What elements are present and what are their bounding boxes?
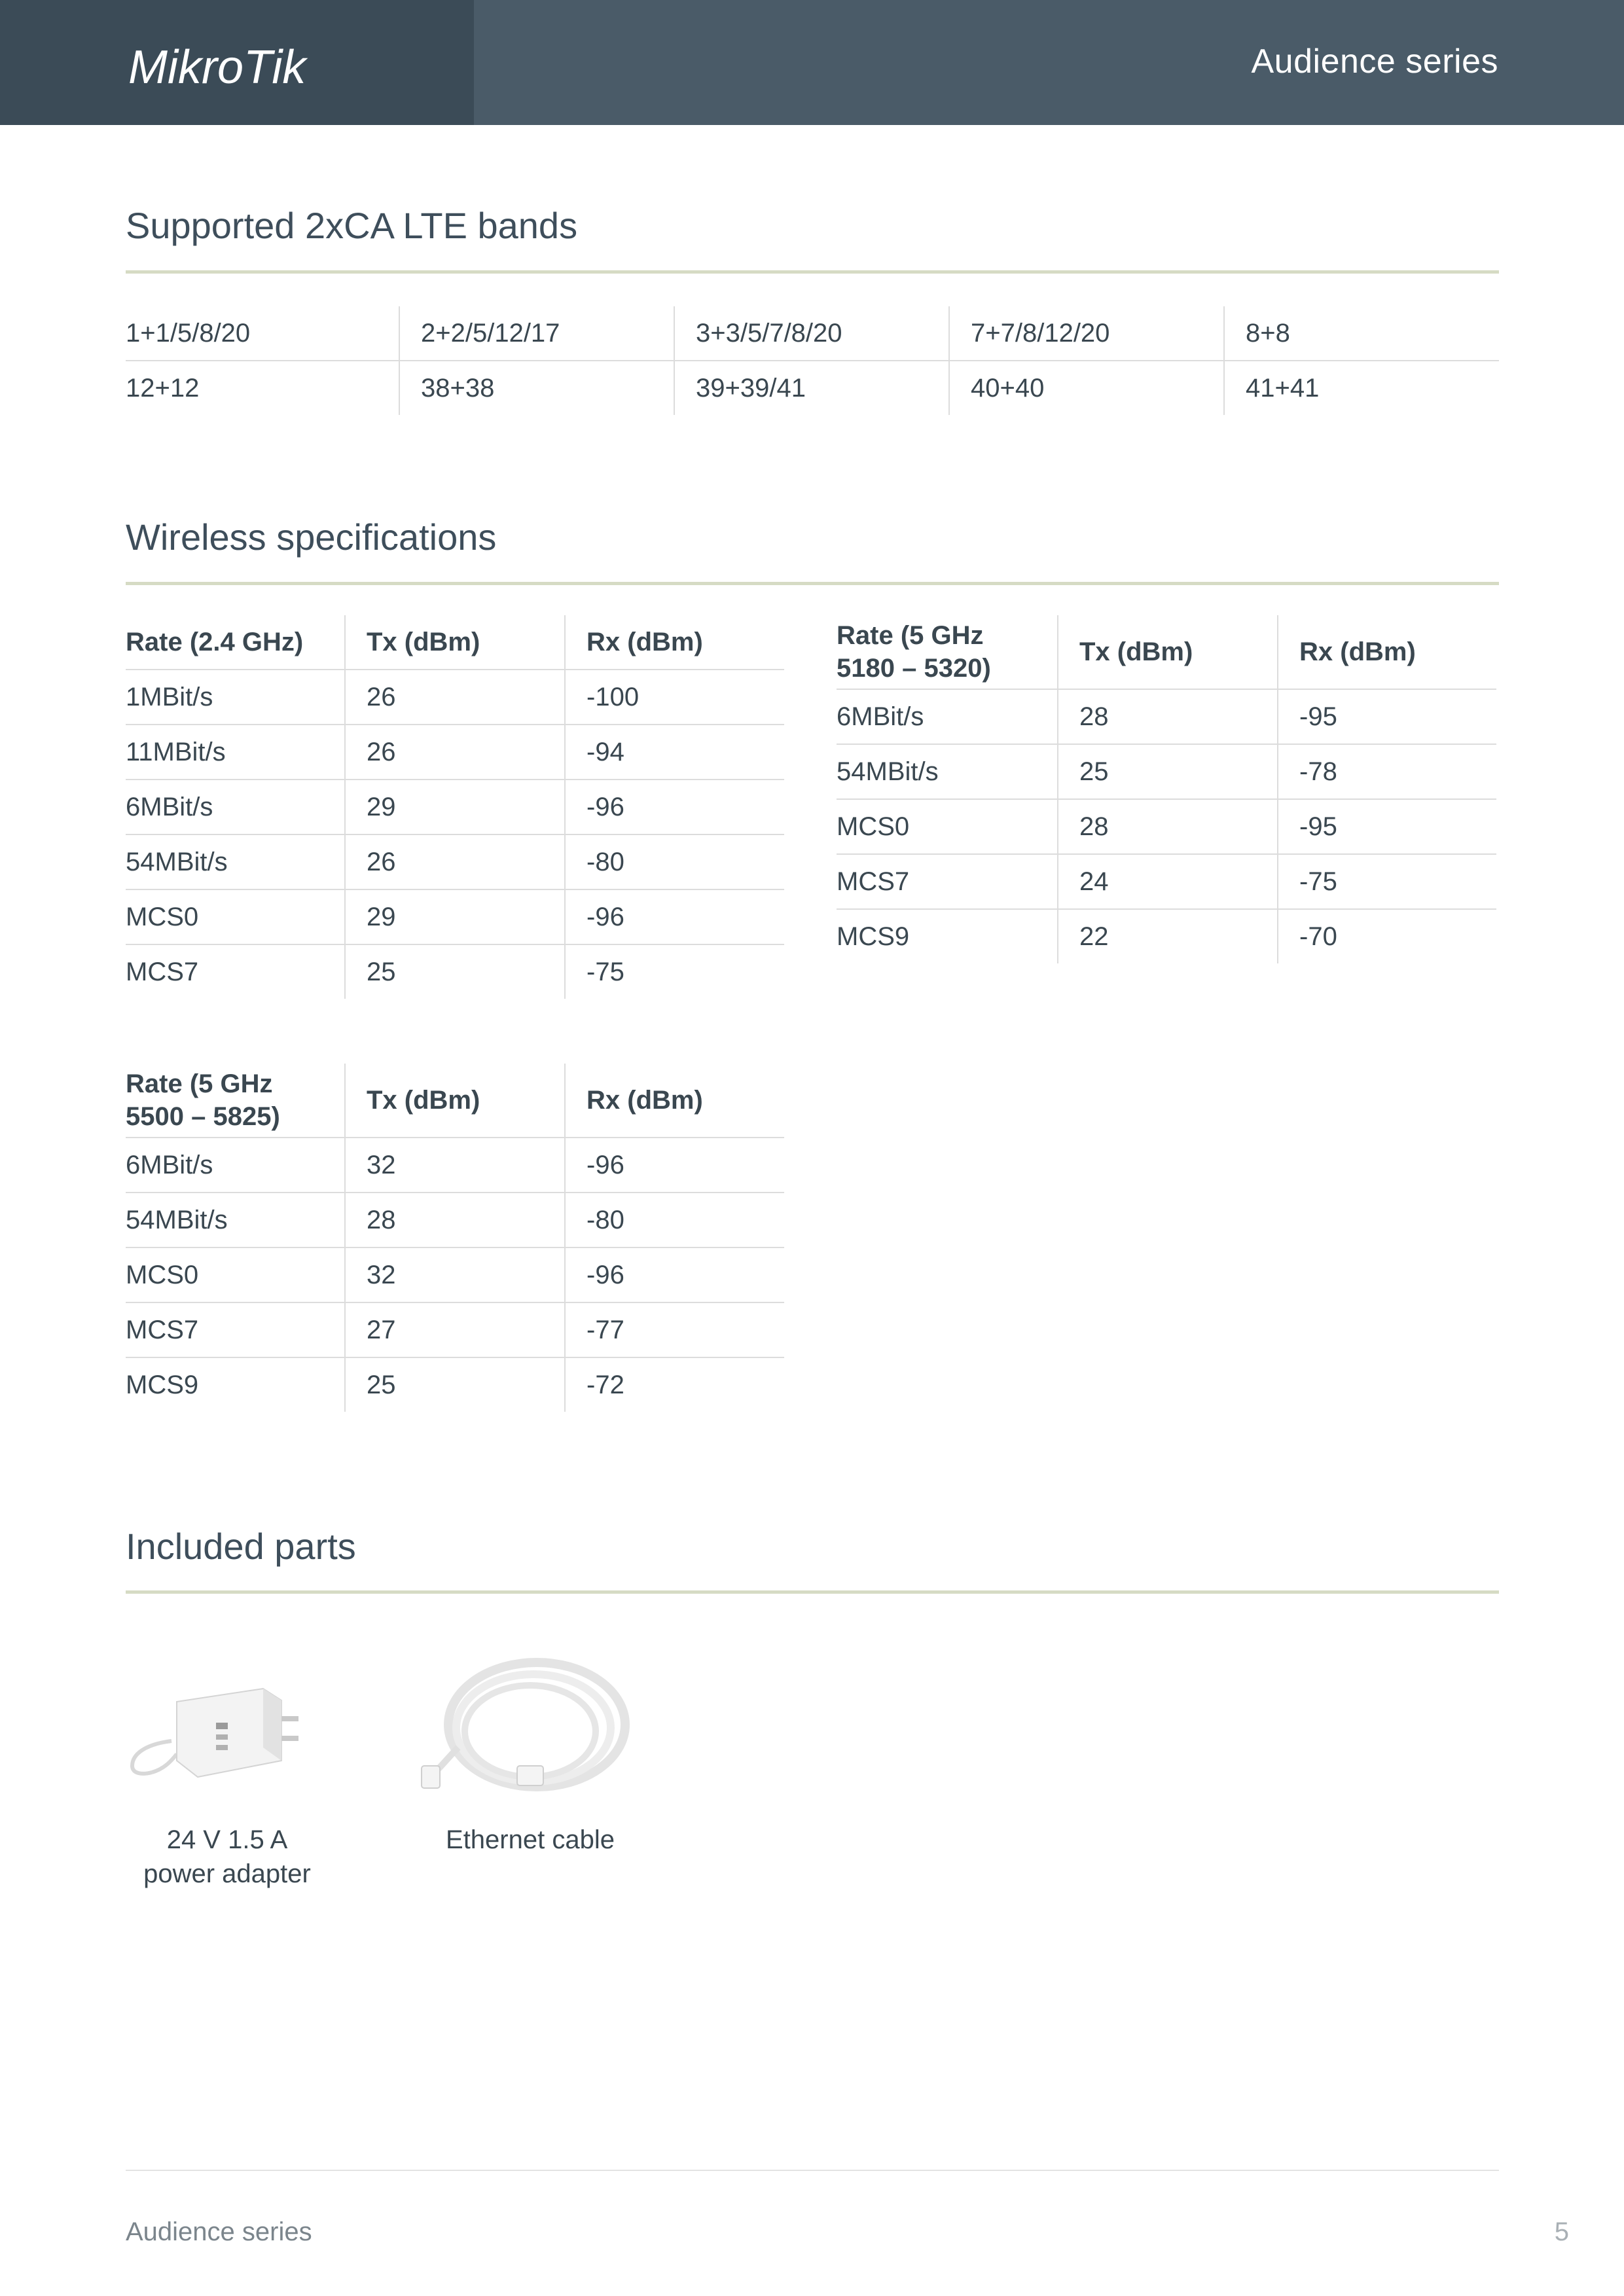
table-header-row xyxy=(837,615,1496,689)
lte-section-title: Supported 2xCA LTE bands xyxy=(126,205,578,246)
table-cell: 54MBit/s xyxy=(126,834,345,889)
table-header-cell: Rate (2.4 GHz) xyxy=(126,615,345,670)
table-cell: 24 xyxy=(1058,854,1278,909)
table-cell: 6MBit/s xyxy=(126,1138,345,1193)
table-cell: 32 xyxy=(345,1138,565,1193)
table-row xyxy=(126,306,1499,361)
table-cell: 7+7/8/12/20 xyxy=(949,306,1224,361)
table-header-cell: Rx (dBm) xyxy=(1278,615,1496,689)
table-cell: MCS9 xyxy=(126,1357,345,1412)
ethernet-cable-image xyxy=(419,1649,635,1806)
table-header-cell: Tx (dBm) xyxy=(345,1064,565,1138)
table-cell: -78 xyxy=(1278,744,1496,799)
table-cell: 29 xyxy=(345,889,565,944)
caption-line: power adapter xyxy=(143,1859,311,1888)
table-header-row xyxy=(126,1064,784,1138)
table-cell: -70 xyxy=(1299,922,1337,951)
table-cell: 1MBit/s xyxy=(126,670,345,725)
table-cell: 29 xyxy=(345,780,565,834)
table-cell: MCS0 xyxy=(837,799,1058,854)
table-cell: 1+1/5/8/20 xyxy=(126,306,399,361)
table-row xyxy=(126,670,784,725)
table-cell: 6MBit/s xyxy=(126,780,345,834)
table-cell: -94 xyxy=(565,725,784,780)
page-number: 5 xyxy=(1554,2217,1569,2246)
table-cell: 28 xyxy=(345,1193,565,1247)
table-cell: -96 xyxy=(565,1247,784,1302)
header-line: Rate (5 GHz xyxy=(126,1069,273,1098)
wireless-5ghz-high-table xyxy=(126,1064,784,1412)
table-row xyxy=(126,1138,784,1193)
table-cell: -75 xyxy=(586,957,624,986)
table-row xyxy=(126,1193,784,1247)
table-header-cell: Rx (dBm) xyxy=(565,615,784,670)
lte-bands-table xyxy=(126,306,1499,415)
table-cell: 26 xyxy=(345,834,565,889)
footer-divider xyxy=(126,2170,1499,2171)
table-row xyxy=(837,744,1496,799)
table-cell: 54MBit/s xyxy=(837,744,1058,799)
table-cell: 28 xyxy=(1058,799,1278,854)
table-cell: MCS7 xyxy=(126,944,345,999)
table-row xyxy=(126,834,784,889)
table-row xyxy=(126,361,1499,415)
mikrotik-logo xyxy=(128,36,351,95)
table-header-cell: Tx (dBm) xyxy=(345,615,565,670)
table-row xyxy=(126,780,784,834)
caption-line: 24 V 1.5 A xyxy=(166,1825,288,1854)
table-cell: 40+40 xyxy=(949,361,1224,415)
wireless-5ghz-low-table xyxy=(837,615,1496,963)
header-series-title: Audience series xyxy=(1251,43,1498,81)
table-cell: 32 xyxy=(345,1247,565,1302)
header-line: 5180 – 5320) xyxy=(837,654,991,683)
table-cell: -80 xyxy=(565,1193,784,1247)
table-cell: -100 xyxy=(565,670,784,725)
table-cell: 22 xyxy=(1058,909,1278,963)
table-header-cell: Tx (dBm) xyxy=(1058,615,1278,689)
table-cell: 11MBit/s xyxy=(126,725,345,780)
table-cell: -96 xyxy=(565,780,784,834)
wireless-24ghz-table xyxy=(126,615,784,999)
wireless-section-divider xyxy=(126,582,1499,585)
table-cell: 38+38 xyxy=(399,361,674,415)
caption-line: Ethernet cable xyxy=(446,1825,615,1854)
table-cell: MCS7 xyxy=(126,1302,345,1357)
table-cell: MCS0 xyxy=(126,889,345,944)
table-row xyxy=(837,909,1496,963)
parts-section-title: Included parts xyxy=(126,1526,356,1567)
power-adapter-caption xyxy=(126,1823,329,1891)
table-cell: 39+39/41 xyxy=(674,361,949,415)
table-cell: -77 xyxy=(565,1302,784,1357)
table-row xyxy=(126,1247,784,1302)
table-cell: -80 xyxy=(565,834,784,889)
table-cell: -72 xyxy=(586,1370,624,1399)
table-cell: -75 xyxy=(1278,854,1496,909)
table-cell: 12+12 xyxy=(126,361,399,415)
table-cell: 28 xyxy=(1058,689,1278,744)
table-cell: 27 xyxy=(345,1302,565,1357)
table-header-cell: Rx (dBm) xyxy=(565,1064,784,1138)
table-cell: 25 xyxy=(345,944,565,999)
table-row xyxy=(837,689,1496,744)
table-cell: 2+2/5/12/17 xyxy=(399,306,674,361)
table-row xyxy=(126,944,784,999)
table-cell: 3+3/5/7/8/20 xyxy=(674,306,949,361)
table-row xyxy=(126,1302,784,1357)
table-cell: 8+8 xyxy=(1224,306,1499,361)
table-header-row xyxy=(126,615,784,670)
table-cell: MCS0 xyxy=(126,1247,345,1302)
table-cell: -96 xyxy=(565,1138,784,1193)
table-cell: -95 xyxy=(1278,689,1496,744)
parts-section-divider xyxy=(126,1590,1499,1594)
table-cell: -95 xyxy=(1278,799,1496,854)
header-brand-area xyxy=(0,0,474,125)
svg-text:MikroTik: MikroTik xyxy=(128,41,306,94)
header-line: 5500 – 5825) xyxy=(126,1102,280,1131)
table-row xyxy=(126,889,784,944)
table-cell: 25 xyxy=(345,1357,565,1412)
table-row xyxy=(126,1357,784,1412)
wireless-section-title: Wireless specifications xyxy=(126,516,497,558)
header-line: Rate (5 GHz xyxy=(837,621,984,650)
table-cell: 6MBit/s xyxy=(837,689,1058,744)
table-cell: MCS7 xyxy=(837,854,1058,909)
table-cell: 54MBit/s xyxy=(126,1193,345,1247)
table-cell: -96 xyxy=(565,889,784,944)
power-adapter-image xyxy=(126,1662,329,1793)
footer-series: Audience series xyxy=(126,2217,312,2246)
table-header-cell xyxy=(837,615,1058,689)
table-row xyxy=(837,799,1496,854)
table-cell: 41+41 xyxy=(1246,373,1320,403)
table-cell: 26 xyxy=(345,670,565,725)
table-row xyxy=(126,725,784,780)
table-header-cell xyxy=(126,1064,345,1138)
lte-section-divider xyxy=(126,270,1499,274)
table-cell: 26 xyxy=(345,725,565,780)
table-row xyxy=(837,854,1496,909)
table-cell: 25 xyxy=(1058,744,1278,799)
ethernet-cable-caption xyxy=(419,1823,641,1857)
table-cell: MCS9 xyxy=(837,909,1058,963)
